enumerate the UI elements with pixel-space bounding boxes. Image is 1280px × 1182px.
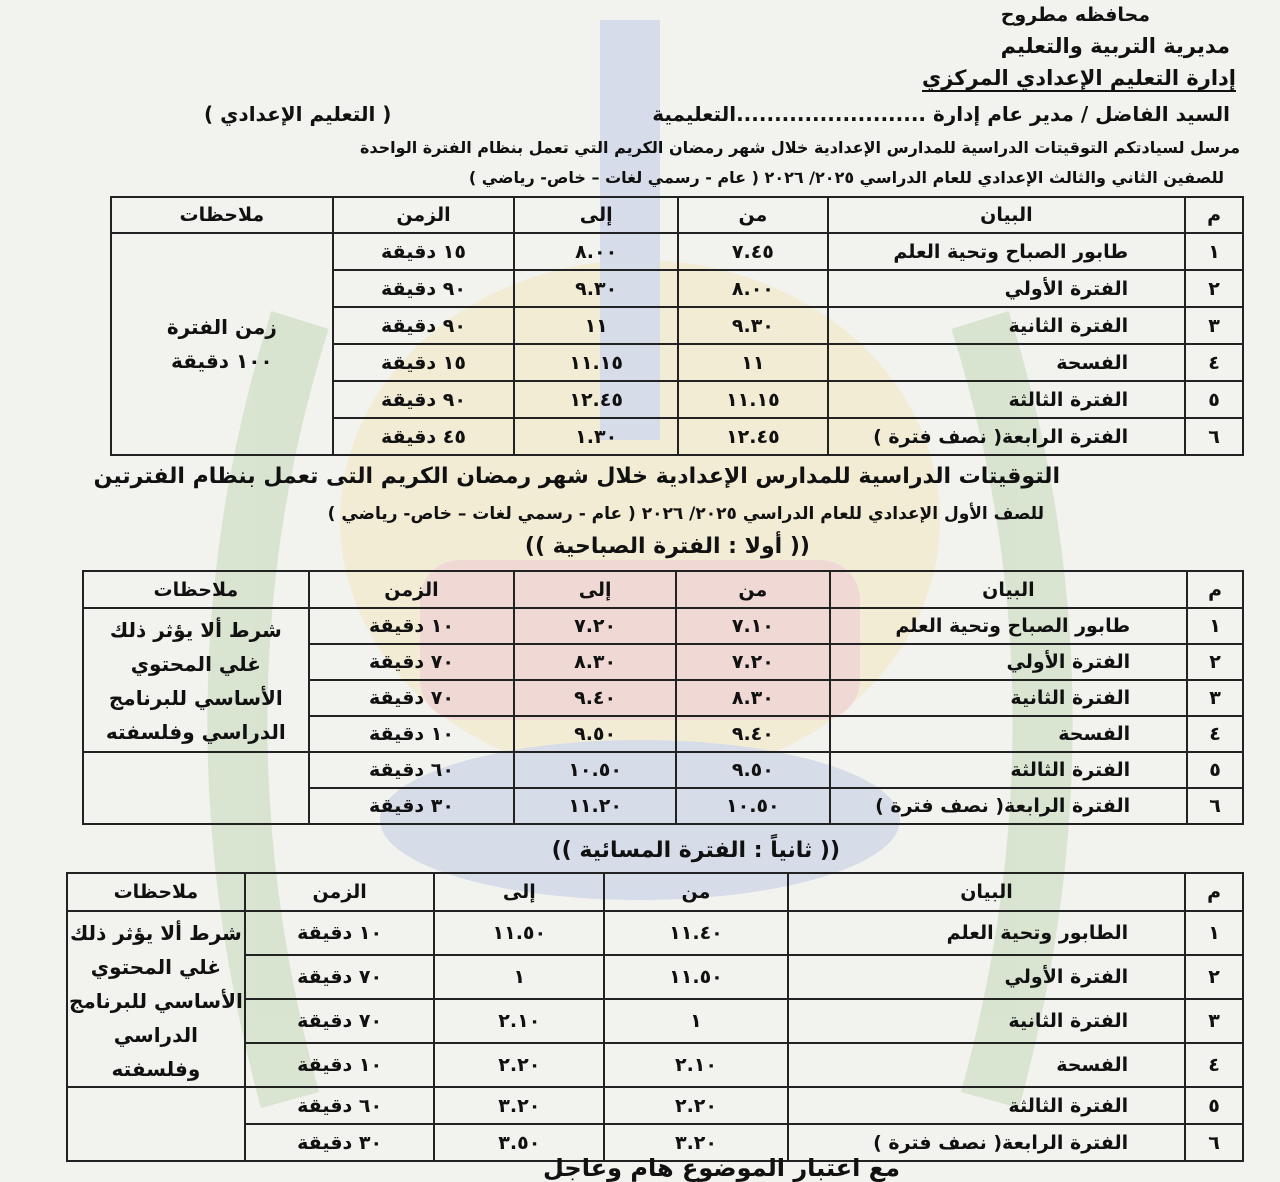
col-duration-header: الزمن [333, 197, 515, 233]
row-num: ٥ [1185, 1087, 1243, 1124]
row-to: ١٠.٥٠ [514, 752, 676, 788]
col-desc-header: البيان [830, 571, 1187, 608]
row-num: ٥ [1185, 381, 1243, 418]
row-from: ١ [604, 999, 788, 1043]
directorate-name: مديرية التربية والتعليم [1000, 34, 1230, 58]
evening-title: (( ثانياً : الفترة المسائية )) [551, 838, 840, 863]
col-to-header: إلى [434, 873, 604, 911]
row-num: ٤ [1185, 1043, 1243, 1087]
row-duration: ٦٠ دقيقة [245, 1087, 435, 1124]
row-from: ١١.٥٠ [604, 955, 788, 999]
row-to: ٢.٢٠ [434, 1043, 604, 1087]
evening-shift-table [66, 872, 1244, 1162]
row-num: ٦ [1185, 418, 1243, 455]
row-desc: الفترة الثالثة [788, 1087, 1185, 1124]
row-to: ١١.١٥ [514, 344, 678, 381]
notes-line: غلي المحتوي [90, 955, 222, 979]
notes-line: الأساسي للبرنامج [108, 686, 283, 710]
row-num: ٤ [1187, 716, 1243, 752]
col-desc-header: البيان [788, 873, 1185, 911]
notes-cell-empty [67, 1087, 245, 1161]
row-desc: طابور الصباح وتحية العلم [830, 608, 1187, 644]
row-from: ١٠.٥٠ [676, 788, 830, 824]
row-desc: الفترة الرابعة( نصف فترة ) [788, 1124, 1185, 1161]
department-name: إدارة التعليم الإعدادي المركزي [922, 66, 1236, 90]
notes-line: ١٠٠ دقيقة [171, 349, 273, 373]
row-from: ٢.٢٠ [604, 1087, 788, 1124]
row-desc: الفترة الثانية [788, 999, 1185, 1043]
row-duration: ١٠ دقيقة [245, 911, 435, 955]
row-duration: ١٥ دقيقة [333, 233, 515, 270]
notes-line: الدراسي وفلسفته [105, 720, 286, 744]
col-num-header: م [1185, 197, 1243, 233]
row-num: ٢ [1185, 955, 1243, 999]
notes-line: زمن الفترة [166, 315, 277, 339]
col-from-header: من [678, 197, 828, 233]
row-from: ٨.٠٠ [678, 270, 828, 307]
notes-line: شرط ألا يؤثر ذلك [109, 618, 282, 642]
row-to: ٩.٥٠ [514, 716, 676, 752]
row-duration: ٧٠ دقيقة [309, 644, 515, 680]
row-from: ٩.٣٠ [678, 307, 828, 344]
col-notes-header: ملاحظات [83, 571, 309, 608]
row-from: ١٢.٤٥ [678, 418, 828, 455]
addressee-line: السيد الفاضل / مدير عام إدارة .........................التعليمية [652, 102, 1230, 126]
row-to: ٩.٤٠ [514, 680, 676, 716]
row-from: ٩.٤٠ [676, 716, 830, 752]
row-num: ١ [1187, 608, 1243, 644]
row-duration: ٩٠ دقيقة [333, 307, 515, 344]
notes-cell [67, 911, 245, 1087]
col-duration-header: الزمن [245, 873, 435, 911]
row-desc: الفترة الثانية [828, 307, 1185, 344]
row-duration: ١٠ دقيقة [309, 716, 515, 752]
table-row [67, 1087, 1243, 1124]
row-from: ١١.١٥ [678, 381, 828, 418]
row-from: ٧.١٠ [676, 608, 830, 644]
col-from-header: من [604, 873, 788, 911]
governorate-name: محافظه مطروح [1000, 4, 1150, 26]
col-num-header: م [1187, 571, 1243, 608]
row-num: ٣ [1187, 680, 1243, 716]
morning-shift-table [82, 570, 1244, 825]
row-duration: ٤٥ دقيقة [333, 418, 515, 455]
table-header-row [83, 571, 1243, 608]
row-from: ٧.٤٥ [678, 233, 828, 270]
col-notes-header: ملاحظات [111, 197, 333, 233]
footer-note: مع اعتبار الموضوع هام وعاجل [542, 1154, 900, 1182]
row-to: ١١.٥٠ [434, 911, 604, 955]
row-duration: ٩٠ دقيقة [333, 381, 515, 418]
row-duration: ٦٠ دقيقة [309, 752, 515, 788]
col-num-header: م [1185, 873, 1243, 911]
row-duration: ٣٠ دقيقة [309, 788, 515, 824]
row-to: ٩.٣٠ [514, 270, 678, 307]
notes-line: غلي المحتوي [130, 652, 261, 676]
row-duration: ٣٠ دقيقة [245, 1124, 435, 1161]
row-num: ٢ [1185, 270, 1243, 307]
row-desc: طابور الصباح وتحية العلم [828, 233, 1185, 270]
row-to: ١ [434, 955, 604, 999]
row-to: ٣.٢٠ [434, 1087, 604, 1124]
section-title: التوقيتات الدراسية للمدارس الإعدادية خلال شهر رمضان الكريم التى تعمل بنظام الفترتين [93, 464, 1060, 489]
row-desc: الفسحة [830, 716, 1187, 752]
row-duration: ١٠ دقيقة [309, 608, 515, 644]
row-from: ٨.٣٠ [676, 680, 830, 716]
notes-cell [111, 233, 333, 455]
row-duration: ١٥ دقيقة [333, 344, 515, 381]
row-desc: الفسحة [788, 1043, 1185, 1087]
row-desc: الفترة الأولي [788, 955, 1185, 999]
row-from: ٢.١٠ [604, 1043, 788, 1087]
row-duration: ٧٠ دقيقة [245, 955, 435, 999]
notes-cell-empty [83, 752, 309, 824]
row-to: ٢.١٠ [434, 999, 604, 1043]
morning-title: (( أولا : الفترة الصباحية )) [524, 534, 810, 559]
row-to: ١٢.٤٥ [514, 381, 678, 418]
single-shift-table [110, 196, 1244, 456]
row-desc: الفترة الثالثة [830, 752, 1187, 788]
row-duration: ٧٠ دقيقة [309, 680, 515, 716]
col-to-header: إلى [514, 197, 678, 233]
row-num: ١ [1185, 233, 1243, 270]
intro-line-1: مرسل لسيادتكم التوقيتات الدراسية للمدارس الإعدادية خلال شهر رمضان الكريم التي تعمل بنظام الفترة الواحدة [359, 138, 1240, 157]
intro-line-2: للصفين الثاني والثالث الإعدادي للعام الدراسي ٢٠٢٥/ ٢٠٢٦ ( عام - رسمي لغات – خاص- رياضي ) [468, 168, 1224, 187]
row-desc: الطابور وتحية العلم [788, 911, 1185, 955]
row-desc: الفترة الأولي [830, 644, 1187, 680]
row-to: ٨.٠٠ [514, 233, 678, 270]
row-to: ١.٣٠ [514, 418, 678, 455]
row-num: ٦ [1187, 788, 1243, 824]
notes-cell [83, 608, 309, 752]
row-desc: الفترة الأولي [828, 270, 1185, 307]
row-desc: الفترة الثالثة [828, 381, 1185, 418]
row-from: ٩.٥٠ [676, 752, 830, 788]
table-row [83, 752, 1243, 788]
table-header-row [111, 197, 1243, 233]
row-to: ١١ [514, 307, 678, 344]
row-from: ٧.٢٠ [676, 644, 830, 680]
row-to: ٨.٣٠ [514, 644, 676, 680]
notes-line: شرط ألا يؤثر ذلك [69, 921, 242, 945]
table-header-row [67, 873, 1243, 911]
col-duration-header: الزمن [309, 571, 515, 608]
table-row [67, 911, 1243, 955]
row-from: ١١ [678, 344, 828, 381]
row-to: ١١.٢٠ [514, 788, 676, 824]
col-to-header: إلى [514, 571, 676, 608]
table-row [83, 608, 1243, 644]
row-num: ٤ [1185, 344, 1243, 381]
row-num: ٢ [1187, 644, 1243, 680]
row-duration: ٩٠ دقيقة [333, 270, 515, 307]
row-desc: الفترة الرابعة( نصف فترة ) [830, 788, 1187, 824]
row-num: ٦ [1185, 1124, 1243, 1161]
section-subtitle: للصف الأول الإعدادي للعام الدراسي ٢٠٢٥/ ٢٠٢٦ ( عام - رسمي لغات – خاص- رياضي ) [327, 504, 1044, 524]
notes-line: الدراسي وفلسفته [111, 1023, 201, 1081]
row-num: ٥ [1187, 752, 1243, 788]
row-duration: ٧٠ دقيقة [245, 999, 435, 1043]
row-from: ٣.٢٠ [604, 1124, 788, 1161]
row-num: ٣ [1185, 307, 1243, 344]
row-to: ٧.٢٠ [514, 608, 676, 644]
col-from-header: من [676, 571, 830, 608]
addressee-department: ( التعليم الإعدادي ) [204, 102, 392, 126]
row-desc: الفترة الرابعة( نصف فترة ) [828, 418, 1185, 455]
notes-line: الأساسي للبرنامج [68, 989, 243, 1013]
col-desc-header: البيان [828, 197, 1185, 233]
table-row [111, 233, 1243, 270]
row-num: ١ [1185, 911, 1243, 955]
row-duration: ١٠ دقيقة [245, 1043, 435, 1087]
row-num: ٣ [1185, 999, 1243, 1043]
row-desc: الفسحة [828, 344, 1185, 381]
row-to: ٣.٥٠ [434, 1124, 604, 1161]
row-from: ١١.٤٠ [604, 911, 788, 955]
row-desc: الفترة الثانية [830, 680, 1187, 716]
col-notes-header: ملاحظات [67, 873, 245, 911]
